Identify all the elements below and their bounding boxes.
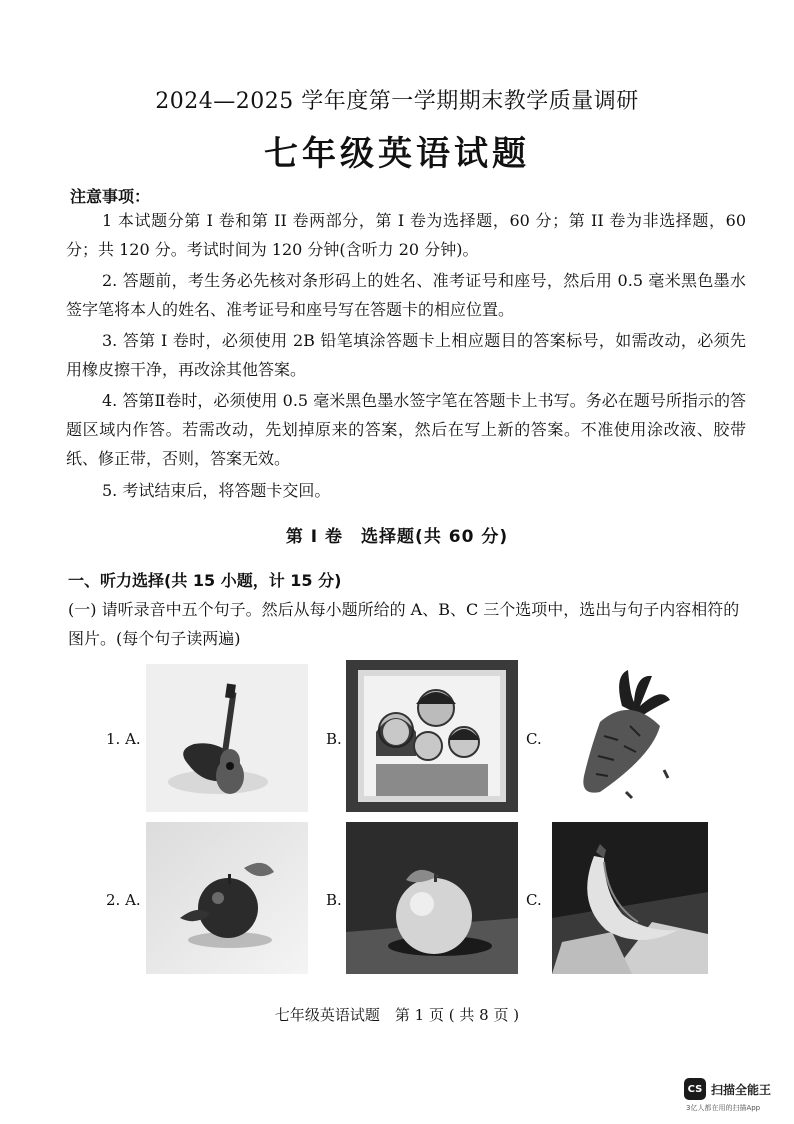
page-footer: 七年级英语试题 第 1 页 ( 共 8 页 ) [274,1006,520,1024]
part-title: 一、听力选择(共 15 小题，计 15 分) [68,571,342,590]
family-photo-frame-image[interactable] [346,660,518,812]
note-item-4: 4. 答第Ⅱ卷时，必须使用 0.5 毫米黑色墨水签字笔在答题卡上书写。务必在题号所指示的答题区域内作答。若需改动，先划掉原来的答案，然后在写上新的答案。不准使用涂改液、胶带纸、修正带，否则，答案无效。 [66,391,746,468]
question-2-option-c-label: C. [526,891,542,909]
question-1-label: 1. A. [106,730,141,748]
banana-image[interactable] [552,822,708,974]
note-item-5: 5. 考试结束后，将答题卡交回。 [102,481,331,500]
carrot-image[interactable] [570,666,686,806]
section-title: 第 I 卷 选择题(共 60 分) [285,527,509,547]
scanner-app-name: 扫描全能王 [711,1082,772,1097]
notes-heading: 注意事项： [70,187,151,206]
question-2-label: 2. A. [106,891,141,909]
exam-header: 2024—2025 学年度第一学期期末教学质量调研 [155,89,639,114]
scanner-logo-icon: CS [684,1078,706,1100]
question-1-option-b-label: B. [326,730,342,748]
guitar-image[interactable] [146,664,308,812]
apple-image[interactable] [146,822,308,974]
note-item-2: 2. 答题前，考生务必先核对条形码上的姓名、准考证号和座号，然后用 0.5 毫米黑色墨水签字笔将本人的姓名、准考证号和座号写在答题卡的相应位置。 [66,271,746,319]
orange-image[interactable] [346,822,518,974]
question-1-option-c-label: C. [526,730,542,748]
scanner-badge [684,1078,771,1100]
page-title: 七年级英语试题 [264,134,530,174]
note-item-1: 1 本试题分第 I 卷和第 II 卷两部分，第 I 卷为选择题，60 分；第 II 卷为非选择题，60 分；共 120 分。考试时间为 120 分钟(含听力 20 分钟)。 [66,211,746,259]
scanner-tagline: 3亿人都在用的扫描App [686,1104,761,1112]
note-item-3: 3. 答第 I 卷时，必须使用 2B 铅笔填涂答题卡上相应题目的答案标号，如需改动，必须先用橡皮擦干净，再改涂其他答案。 [66,331,746,379]
question-2-option-b-label: B. [326,891,342,909]
part-instruction: (一) 请听录音中五个句子。然后从每小题所给的 A、B、C 三个选项中，选出与句子内容相符的图片。(每个句子读两遍) [68,600,740,648]
